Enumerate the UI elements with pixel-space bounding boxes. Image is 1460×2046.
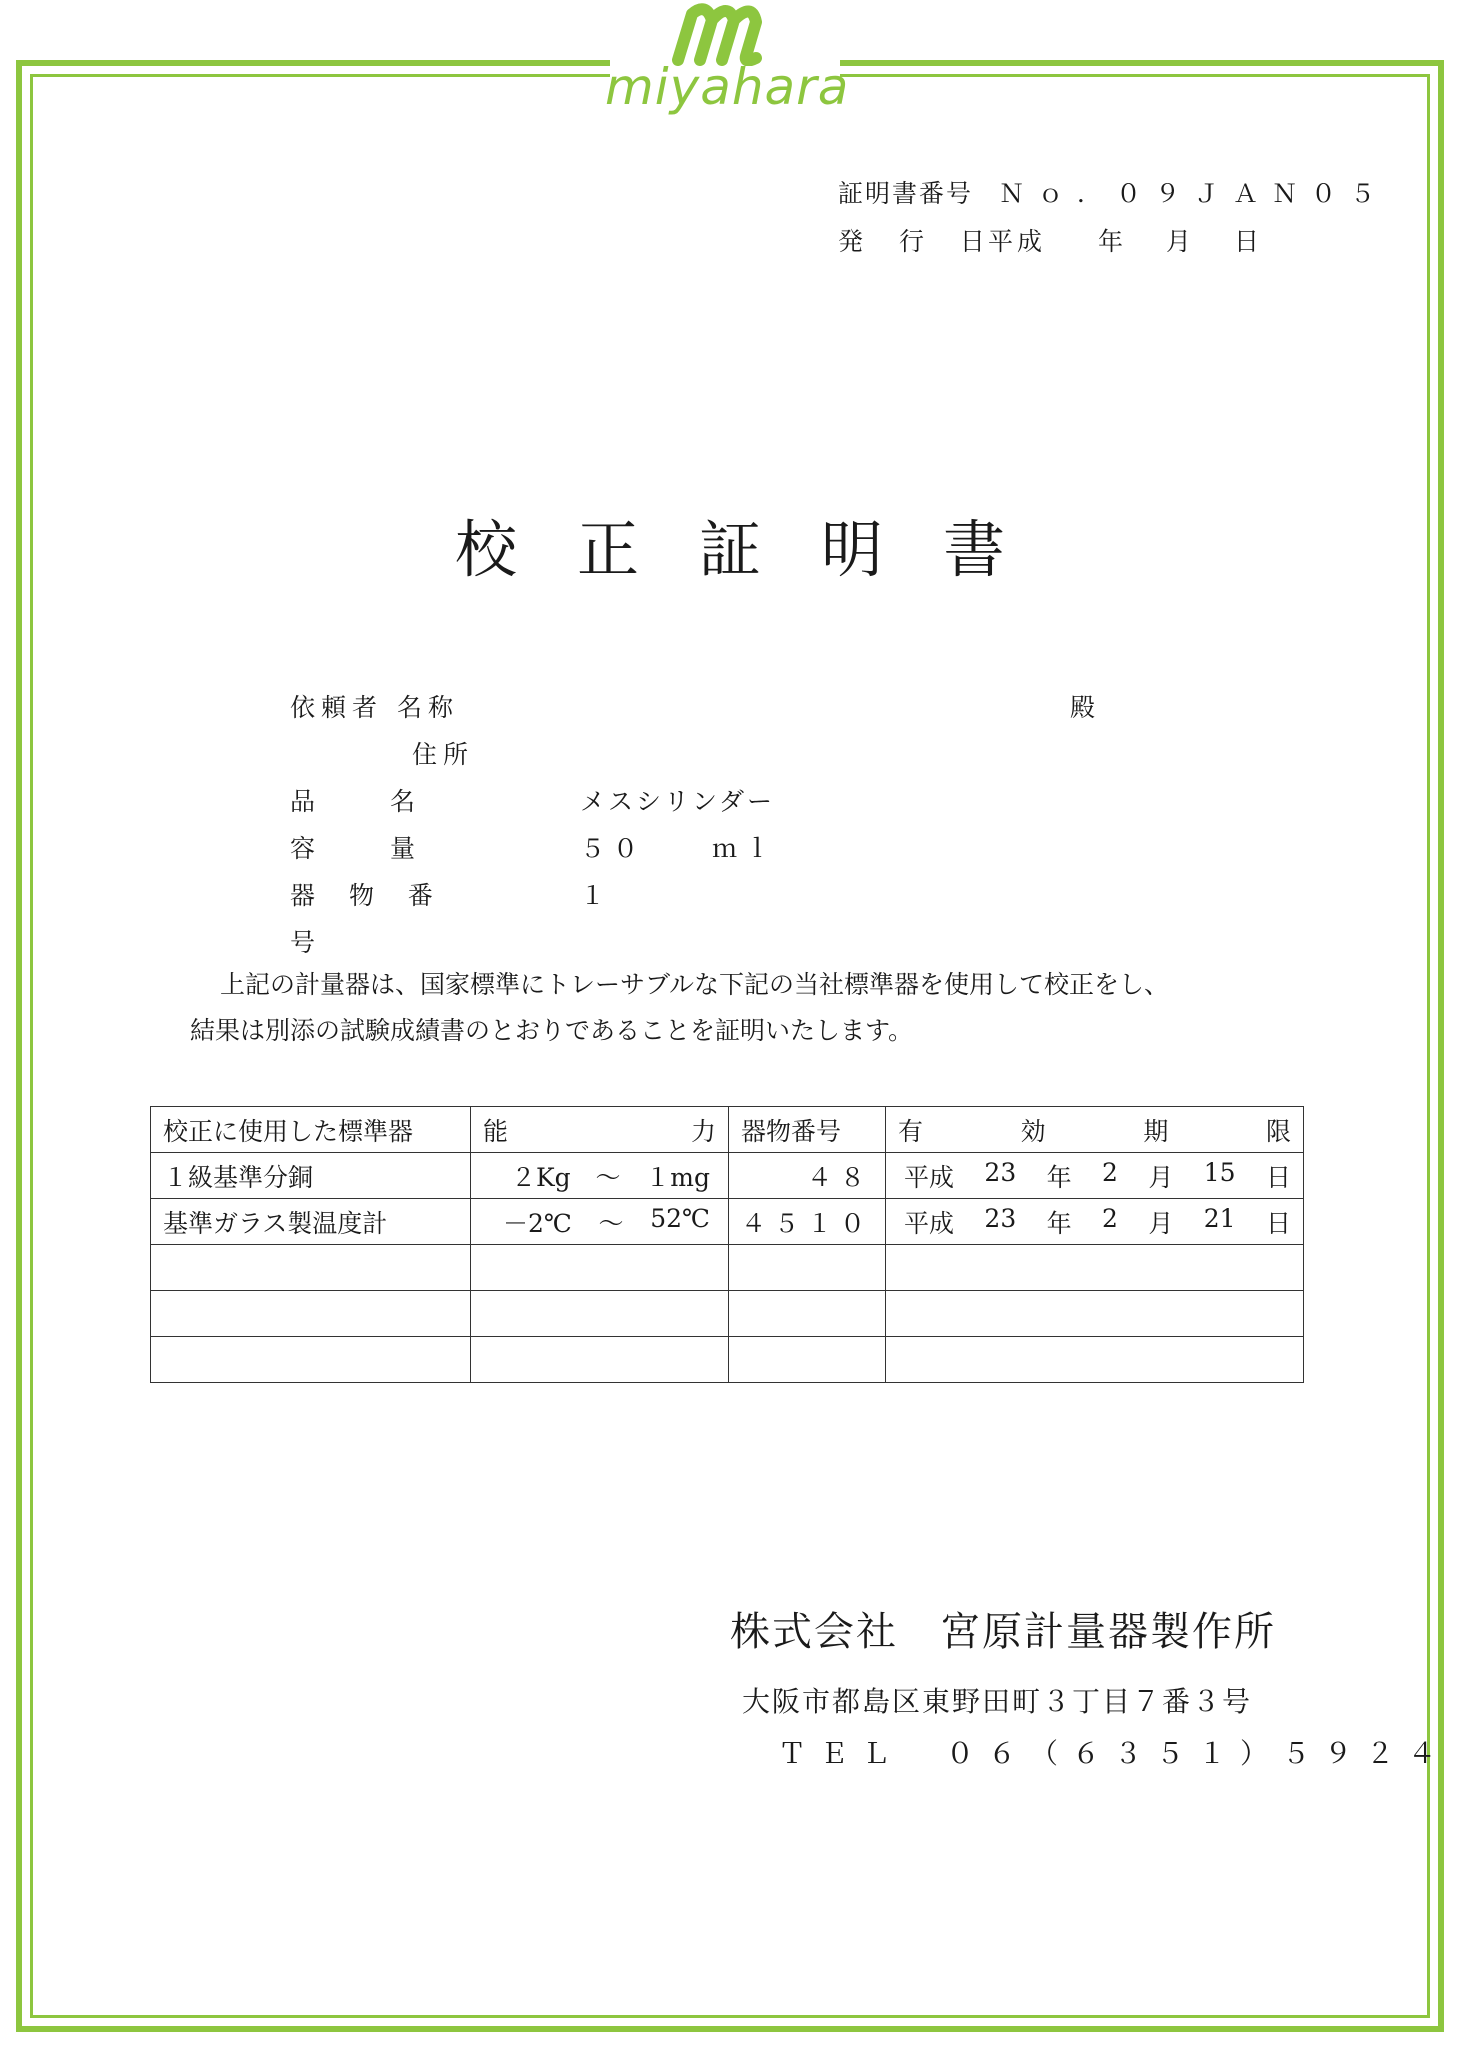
header-validity-1: 有 — [898, 1116, 924, 1146]
certificate-number-value: Ｎｏ．０９ＪＡＮ０５ — [999, 179, 1390, 208]
row1-cap-to: １mg — [645, 1162, 710, 1192]
row2-cap-to: 52℃ — [650, 1203, 710, 1233]
company-address: 大阪市都島区東野田町３丁目７番３号 — [742, 1685, 1253, 1718]
empty-cell — [729, 1337, 886, 1383]
header-standard: 校正に使用した標準器 — [151, 1107, 471, 1153]
row1-serial: ４８ — [729, 1153, 886, 1199]
issue-year-label: 年 — [1098, 227, 1124, 256]
row1-standard: １級基準分銅 — [151, 1153, 471, 1199]
company-name: 株式会社 宮原計量器製作所 — [730, 1609, 1276, 1655]
statement-line-1: 上記の計量器は、国家標準にトレーサブルな下記の当社標準器を使用して校正をし、 — [220, 970, 1170, 999]
company-logo — [605, 0, 850, 130]
row2-day: 21 — [1203, 1203, 1236, 1233]
row1-cap-from: ２Kg — [511, 1162, 571, 1192]
empty-cell — [151, 1245, 471, 1291]
table-row — [151, 1199, 1304, 1245]
empty-cell — [729, 1245, 886, 1291]
header-validity-3: 期 — [1143, 1116, 1169, 1146]
serial-value: １ — [580, 881, 609, 910]
issue-month-label: 月 — [1166, 227, 1192, 256]
address-label: 住所 — [412, 740, 475, 769]
issue-date-row — [838, 218, 1389, 266]
document-title: 校正証明書 — [454, 513, 1065, 586]
row1-cap-sep: ～ — [595, 1162, 621, 1192]
row2-cap-from: －2℃ — [503, 1208, 572, 1238]
certificate-number-row — [838, 170, 1389, 218]
empty-cell — [471, 1245, 729, 1291]
row2-cap-sep: ～ — [598, 1208, 624, 1238]
header-capacity-a: 能 — [483, 1116, 509, 1146]
row1-day-label: 日 — [1265, 1162, 1291, 1192]
row2-year-label: 年 — [1046, 1208, 1072, 1238]
header-validity-4: 限 — [1265, 1116, 1291, 1146]
certification-statement — [190, 962, 1290, 1054]
header-capacity-b: 力 — [690, 1116, 716, 1146]
logo-m-mark — [670, 0, 780, 66]
row2-month-label: 月 — [1148, 1208, 1174, 1238]
row1-validity — [886, 1153, 1304, 1199]
standards-table — [150, 1106, 1304, 1383]
header-validity — [886, 1107, 1304, 1153]
capacity-value: ５０ ｍｌ — [580, 834, 779, 863]
issue-date-label: 発 行 日 — [838, 227, 999, 256]
issue-era: 平成 — [988, 227, 1047, 256]
empty-cell — [886, 1245, 1304, 1291]
row2-capacity — [471, 1199, 729, 1245]
empty-cell — [471, 1337, 729, 1383]
empty-cell — [471, 1291, 729, 1337]
certificate-number-label: 証明書番号 — [838, 179, 974, 208]
serial-label: 器 物 番 号 — [290, 881, 446, 957]
table-row-empty — [151, 1291, 1304, 1337]
header-validity-2: 効 — [1020, 1116, 1046, 1146]
certificate-info — [838, 170, 1389, 266]
row2-year: 23 — [984, 1203, 1017, 1233]
issue-day-label: 日 — [1234, 227, 1260, 256]
row2-month: 2 — [1102, 1203, 1118, 1233]
row1-month-label: 月 — [1148, 1162, 1174, 1192]
row2-era: 平成 — [904, 1208, 955, 1238]
row1-day: 15 — [1203, 1157, 1236, 1187]
row2-serial: ４５１０ — [729, 1199, 886, 1245]
empty-cell — [886, 1337, 1304, 1383]
logo-wordmark: miyahara — [605, 58, 850, 116]
product-value: メスシリンダー — [580, 787, 776, 816]
row1-capacity — [471, 1153, 729, 1199]
row1-month: 2 — [1102, 1157, 1118, 1187]
row1-year: 23 — [984, 1157, 1017, 1187]
table-row-empty — [151, 1337, 1304, 1383]
product-label: 品 名 — [290, 787, 416, 816]
statement-line-2: 結果は別添の試験成績書のとおりであることを証明いたします。 — [190, 1016, 914, 1045]
empty-cell — [151, 1337, 471, 1383]
empty-cell — [151, 1291, 471, 1337]
row1-era: 平成 — [904, 1162, 955, 1192]
capacity-label: 容 量 — [290, 834, 416, 863]
company-tel: ＴＥＬ ０６（６３５１）５９２４ — [778, 1737, 1451, 1770]
empty-cell — [886, 1291, 1304, 1337]
table-row-empty — [151, 1245, 1304, 1291]
client-label: 依頼者 名称 — [290, 693, 459, 722]
row2-standard: 基準ガラス製温度計 — [151, 1199, 471, 1245]
table-row — [151, 1153, 1304, 1199]
header-serial: 器物番号 — [729, 1107, 886, 1153]
header-capacity — [471, 1107, 729, 1153]
empty-cell — [729, 1291, 886, 1337]
honorific: 殿 — [1070, 693, 1096, 722]
table-header-row — [151, 1107, 1304, 1153]
row2-validity — [886, 1199, 1304, 1245]
row2-day-label: 日 — [1265, 1208, 1291, 1238]
row1-year-label: 年 — [1046, 1162, 1072, 1192]
